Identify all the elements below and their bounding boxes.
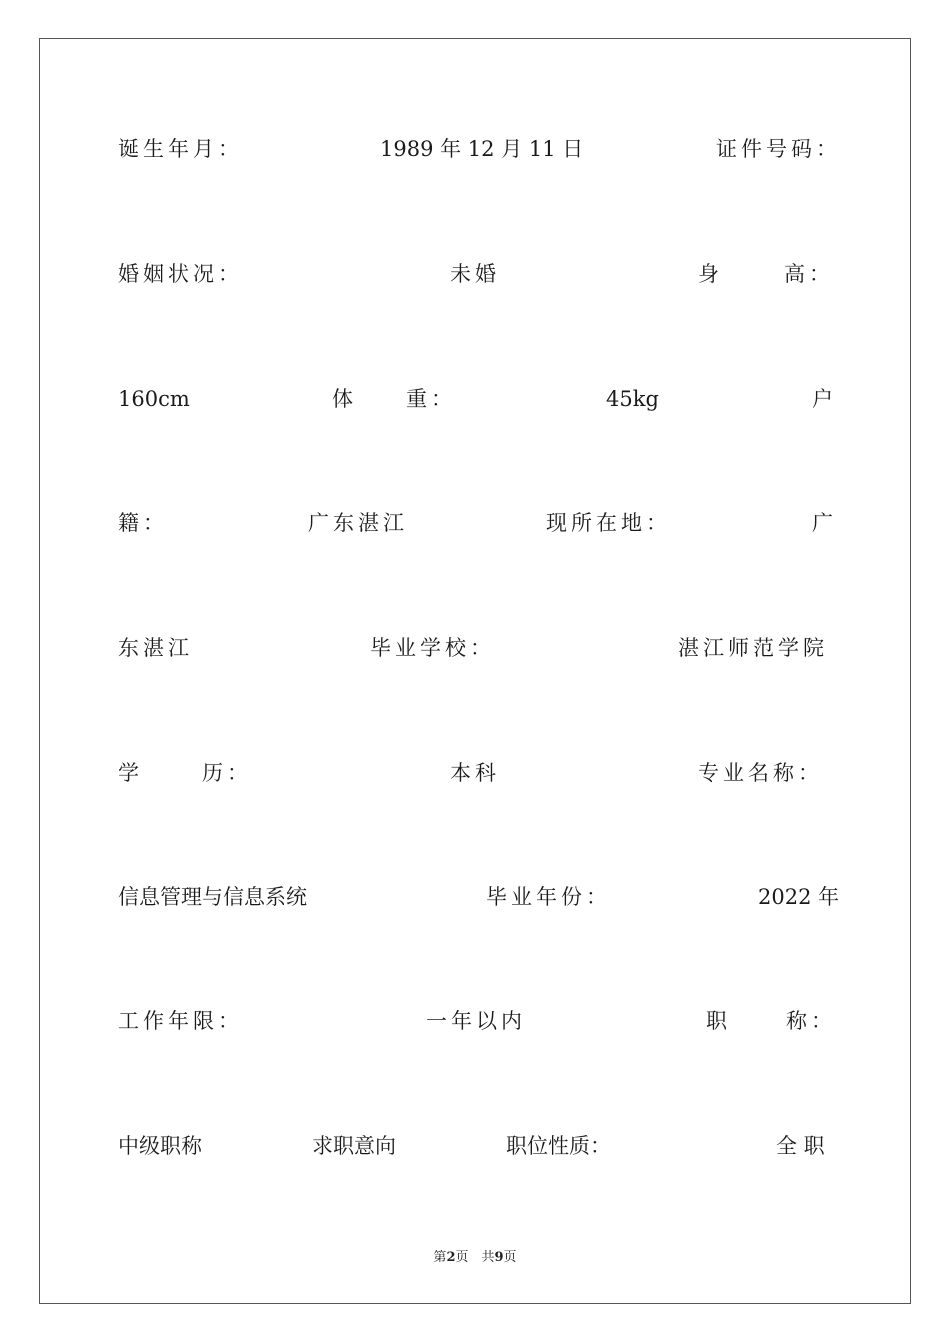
value-weight: 45kg — [606, 387, 659, 411]
page-total: 9 — [494, 1250, 504, 1265]
info-row-height-weight — [118, 384, 834, 414]
value-graduation-year: 2022 年 — [758, 885, 840, 909]
label-education-part1: 学 — [118, 761, 139, 785]
value-education: 本科 — [450, 761, 500, 785]
value-title: 中级职称 — [118, 1134, 202, 1158]
value-marital-status: 未婚 — [450, 262, 500, 286]
page-prefix: 第 — [433, 1250, 447, 1265]
info-row-hukou — [118, 508, 834, 538]
info-row-education — [118, 758, 834, 788]
page-number-footer — [0, 1246, 950, 1265]
value-work-years: 一年以内 — [426, 1009, 526, 1033]
label-major: 专业名称： — [698, 761, 823, 785]
label-weight-part1: 体 — [332, 387, 353, 411]
label-hukou-part2: 籍： — [118, 511, 168, 535]
value-birth-date: 1989 年 12 月 11 日 — [380, 137, 584, 161]
label-marital-status: 婚姻状况： — [118, 262, 243, 286]
value-major: 信息管理与信息系统 — [118, 885, 307, 909]
label-graduate-school: 毕业学校： — [370, 636, 495, 660]
page-suffix: 页 — [503, 1250, 517, 1265]
label-title-part1: 职 — [706, 1009, 727, 1033]
value-graduate-school: 湛江师范学院 — [678, 636, 828, 660]
info-row-experience — [118, 1006, 834, 1036]
label-height-part2: 高： — [784, 262, 834, 286]
info-row-birth — [118, 134, 841, 164]
label-hukou-part1: 户 — [812, 387, 833, 411]
info-row-marital — [118, 259, 834, 289]
label-job-type: 职位性质： — [506, 1134, 611, 1158]
page-frame — [39, 38, 911, 1304]
label-graduation-year: 毕业年份： — [486, 885, 611, 909]
label-title-part2: 称： — [786, 1009, 836, 1033]
label-current-location: 现所在地： — [546, 511, 671, 535]
label-height-part1: 身 — [698, 262, 719, 286]
page-mid: 页 共 — [455, 1250, 495, 1265]
label-work-years: 工作年限： — [118, 1009, 243, 1033]
value-current-location-part1: 广 — [812, 511, 833, 535]
label-birth-date: 诞生年月： — [118, 137, 243, 161]
value-job-type: 全 职 — [776, 1134, 825, 1158]
info-row-job — [118, 1131, 834, 1161]
label-weight-part2: 重： — [406, 387, 456, 411]
value-current-location-part2: 东湛江 — [118, 636, 193, 660]
value-hukou: 广东湛江 — [308, 511, 408, 535]
label-job-intention: 求职意向 — [312, 1134, 396, 1158]
page-current: 2 — [446, 1250, 456, 1265]
label-id-number: 证件号码： — [716, 137, 841, 161]
label-education-part2: 历： — [202, 761, 252, 785]
info-row-school — [118, 633, 834, 663]
info-row-major — [118, 882, 840, 912]
value-height: 160cm — [118, 387, 190, 411]
